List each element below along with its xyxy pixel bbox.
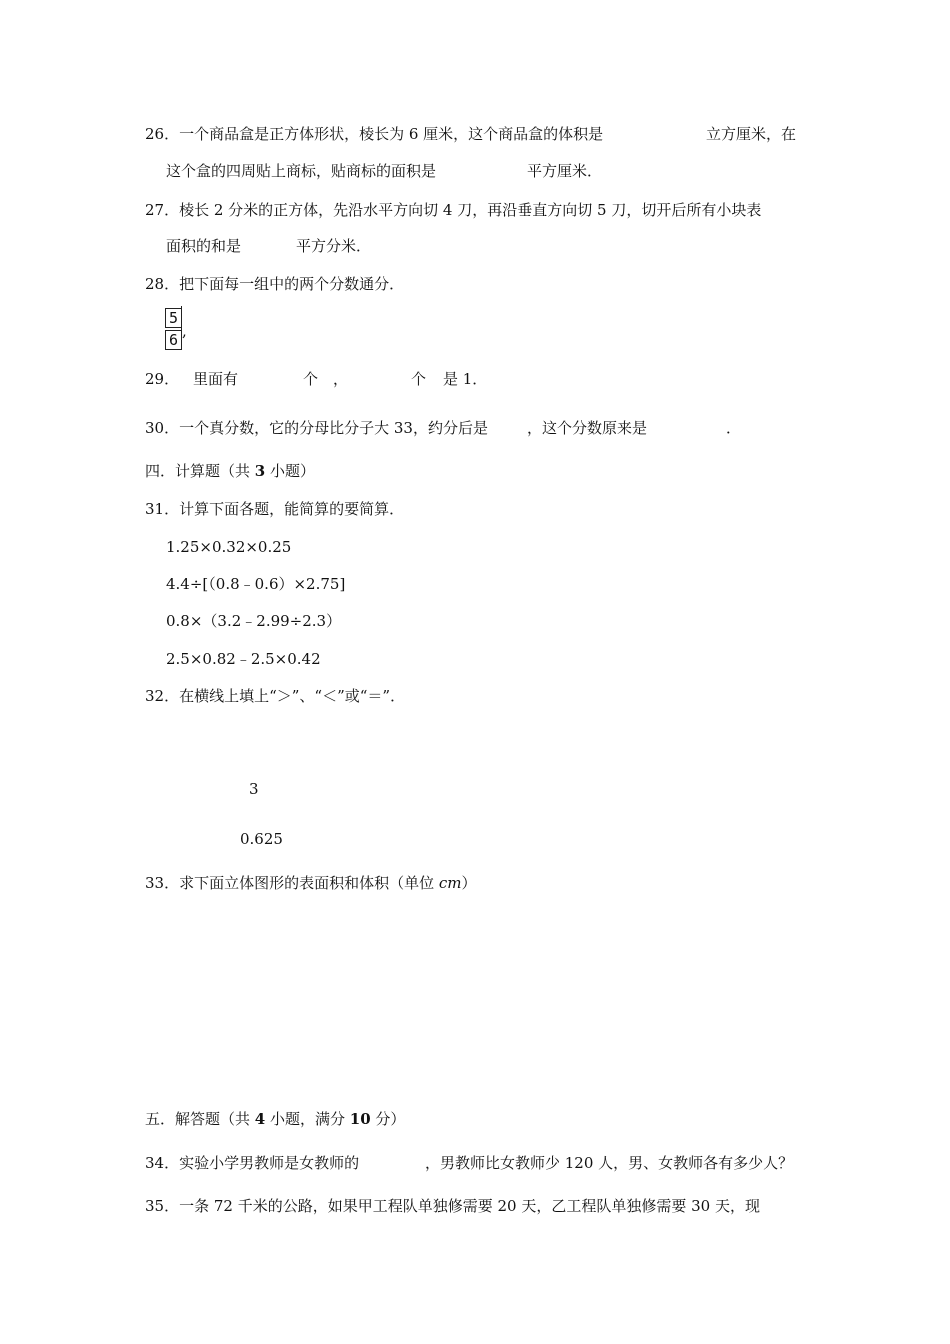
q29-text-b: 个: [303, 370, 319, 388]
q29-number: 29．: [145, 370, 180, 388]
q32-value-1: 3: [249, 780, 259, 798]
fraction-denominator: 6: [165, 330, 182, 350]
q26-unit1: 立方厘米，在: [706, 125, 797, 143]
q32-prompt: 32．在横线上填上“＞”、“＜”或“＝”．: [145, 687, 406, 705]
q31-expression-3: 0.8×（3.2﹣2.99÷2.3）: [166, 612, 342, 630]
fraction-numerator: 5: [165, 308, 182, 328]
q29-text-c: ，: [333, 370, 349, 388]
q31-expression-4: 2.5×0.82﹣2.5×0.42: [166, 650, 321, 668]
q29-text-e: 是 1．: [443, 370, 488, 388]
q31-expression-1: 1.25×0.32×0.25: [166, 538, 292, 556]
q31-expression-2: 4.4÷[（0.8﹣0.6）×2.75]: [166, 575, 346, 593]
q35-line: 35．一条 72 千米的公路，如果甲工程队单独修需要 20 天，乙工程队单独修需要 30 天，现: [145, 1197, 760, 1215]
q30-line: 30．一个真分数，它的分母比分子大 33，约分后是: [145, 419, 488, 437]
q31-prompt: 31．计算下面各题，能简算的要简算．: [145, 500, 405, 518]
q30-text-b: ，这个分数原来是: [527, 419, 648, 437]
section-4-heading: 四．计算题（共 3 小题）: [145, 462, 315, 480]
q34-line: 34．实验小学男教师是女教师的: [145, 1154, 360, 1172]
q29-text-d: 个: [411, 370, 427, 388]
fraction-bar: [165, 327, 181, 328]
q29-text-a: 里面有: [193, 370, 239, 388]
q33-prompt: 33．求下面立体图形的表面积和体积（单位 cm）: [145, 874, 477, 892]
q32-value-2: 0.625: [240, 830, 283, 848]
q26-line2: 这个盒的四周贴上商标，贴商标的面积是: [166, 162, 437, 180]
section-5-heading: 五．解答题（共 4 小题，满分 10 分）: [145, 1110, 406, 1128]
q30-end: ．: [726, 419, 742, 437]
q27-line2: 面积的和是: [166, 237, 242, 255]
q26-unit2: 平方厘米．: [527, 162, 603, 180]
fraction-comma: ,: [182, 322, 187, 340]
q28-prompt: 28．把下面每一组中的两个分数通分．: [145, 275, 405, 293]
q34-text-b: ，男教师比女教师少 120 人，男、女教师各有多少人？: [425, 1154, 794, 1172]
q27-line1: 27．棱长 2 分米的正方体，先沿水平方向切 4 刀，再沿垂直方向切 5 刀，切开后所有小块表: [145, 201, 762, 219]
fraction-five-sixths: [165, 306, 182, 350]
q26-line1: 26．一个商品盒是正方体形状，棱长为 6 厘米，这个商品盒的体积是: [145, 125, 604, 143]
q27-unit: 平方分米．: [296, 237, 372, 255]
